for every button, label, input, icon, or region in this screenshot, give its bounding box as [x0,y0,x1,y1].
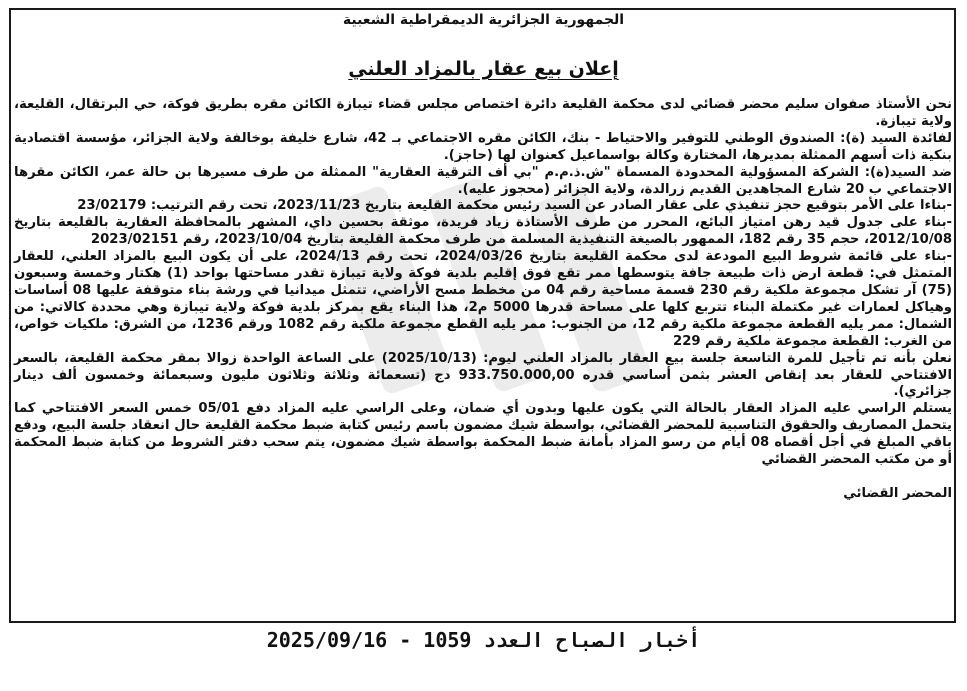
publication-footer: أخبار الصباح العدد 1059 - 2025/09/16 [266,628,701,652]
signature: المحضر القضائي [843,485,952,501]
paragraph-conditions: يستلم الراسي عليه المزاد العقار بالحالة التي يكون عليها وبدون أي ضمان، وعلى الراسي عليه المزاد دفع 05/01 خمس السعر الافتتاحي كما يتحمل المصاريف والحقوق التناسبية للمحضر القضائي، بواسطة شيك مضمون باسم رئيس كتابة ضبط محكمة القليعة حال انعقاد جلسة البيع، ودفع باقي المبلغ في أجل أقصاه 08 أيام من رسو المزاد بأمانة ضبط المحكمة بواسطة شيك مضمون، يتم سحب دفتر الشروط من كتابة ضبط المحكمة أو من مكتب المحضر القضائي [14,401,952,468]
paragraph-property-description: -بناء على قائمة شروط البيع المودعة لدى محكمة القليعة بتاريخ 2024/03/26، تحت رقم 2024/13، على أن يكون البيع بالمزاد العلني، للعقار المتمثل في: قطعة ارض ذات طبيعة جافة يتوسطها ممر تقع فوق إقليم بلدية فوكة ولاية تيبازة تقدر مساحتها بواحد (1) هكتار وخمسة وسبعون (75) آر تشكل مجموعة ملكية رقم 230 قسمة مساحية رقم 04 من مخطط مسح الأراضي، تتمثل ميدانيا في ورشة بناء متوقفة عليها 08 أساسات وهياكل لعمارات غير مكتملة البناء تتربع كلها على مساحة قدرها 5000 م2، هذا البناء يقع بمركز بلدية فوكة ولاية تيبازة وهي محددة كالاتي: من الشمال: ممر يليه القطعة مجموعة ملكية رقم 12، من الجنوب: ممر يليه القطع مجموعة ملكية رقم 1082 ورقم 1236، من الشرق: ملكيات خواص، من الغرب: القطعة مجموعة ملكية رقم 229 [14,249,953,349]
paragraph-debtor: ضد السيد(ة): الشركة المسؤولية المحدودة المسماة "ش.ذ.م.م "بي أف الترقية العقارية" الممثلة من طرف مسيرها بن حالة عمر، الكائن مقرها الاجتماعي ب 20 شارع المجاهدين القديم زرالدة، ولاية الجزائر (محجوز عليه). [14,164,952,197]
announcement-body [14,97,952,503]
republic-name: الجمهورية الجزائرية الديمقراطية الشعبية [342,12,625,28]
ad-title: إعلان بيع عقار بالمزاد العلني [348,58,619,80]
paragraph-beneficiary: لفائدة السيد (ة): الصندوق الوطني للتوفير والاحتياط - بنك، الكائن مقره الاجتماعي بـ 42، شارع خليفة بوخالفة ولاية الجزائر، مؤسسة اقتصادية بنكية ذات أسهم الممثلة بمديرها، المختارة وكالة بواسماعيل كعنوان لها (حاجز). [14,130,952,163]
paragraph-seizure-order: -بناءا على الأمر بتوقيع حجز تنفيذي على عقار الصادر عن السيد رئيس محكمة القليعة بتاريخ 2023/11/23، تحت رقم الترتيب: 23/02179 [77,198,952,214]
paragraph-auction-date: نعلن بأنه تم تأجيل للمرة التاسعة جلسة بيع العقار بالمزاد العلني ليوم: (2025/10/13) على الساعة الواحدة زوالا بمقر محكمة القليعة، بالسعر الافتتاحي للعقار بعد إنقاص العشر بثمن أساسي قدره 933.750.000,00 دج (تسعمائة وثلاثة وثلاثون مليون وسبعمائة وخمسون ألف دينار جزائري). [14,350,952,400]
paragraph-mortgage: -بناء على جدول قيد رهن امتياز البائع، المحرر من طرف الأستاذة زياد فريدة، موثقة بحسين داي، المشهر بالمحافظة العقارية بالقليعة بتاريخ 2012/10/08، حجم 35 رقم 182، الممهور بالصيغة التنفيذية المسلمة من طرف محكمة القليعة بتاريخ 2023/10/04، رقم 2023/02151 [14,215,952,248]
paragraph-bailiff: نحن الأستاذ صفوان سليم محضر قضائي لدى محكمة القليعة دائرة اختصاص مجلس قضاء تيبازة الكائن مقره بطريق فوكة، حي البرتقال، القليعة، ولاية تيبازة. [14,97,952,129]
